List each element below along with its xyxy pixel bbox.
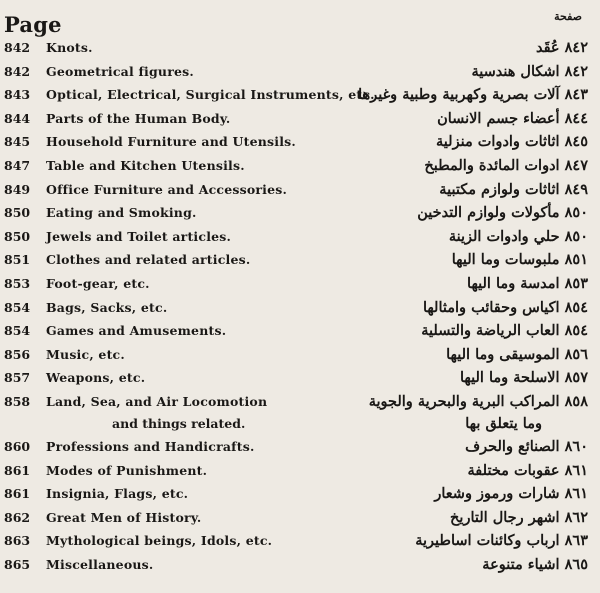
- index-entry: [0, 38, 600, 62]
- page-number: 857: [4, 370, 31, 386]
- entry-title-arabic: ٨٦١ عقوبات مختلفة: [467, 461, 588, 479]
- index-entry: [0, 461, 600, 485]
- entry-title-english: Knots.: [46, 40, 93, 55]
- entry-title-arabic: ٨٥٠ مأكولات ولوازم التدخين: [417, 204, 588, 222]
- page-number: 854: [4, 323, 31, 339]
- entry-title-arabic: ٨٤٢ اشكال هندسية: [471, 62, 588, 80]
- entry-title-arabic: ٨٦٢ اشهر رجال التاريخ: [450, 508, 588, 526]
- entry-title-arabic: ٨٥٨ المراكب البرية والبحرية والجوية: [368, 392, 588, 410]
- page-number: 847: [4, 157, 31, 173]
- entry-title-english-continued: and things related.: [112, 415, 246, 431]
- page-number: 842: [4, 63, 31, 79]
- entry-title-arabic: ٨٦٠ الصنائع والحرف: [465, 437, 588, 455]
- entry-title-english: Eating and Smoking.: [46, 205, 197, 221]
- index-entry: [0, 227, 600, 251]
- entry-title-arabic: ٨٦٥ اشياء متنوعة: [482, 555, 588, 573]
- index-entries: [0, 38, 600, 578]
- page-number: 850: [4, 205, 31, 221]
- entry-title-english: Weapons, etc.: [46, 370, 146, 386]
- index-entry: [0, 132, 600, 156]
- index-entry: [0, 368, 600, 392]
- page-number: 862: [4, 509, 31, 525]
- page-column-header: Page: [4, 12, 62, 37]
- index-entry: [0, 180, 600, 204]
- entry-title-english: Mythological beings, Idols, etc.: [46, 533, 273, 549]
- entry-title-english: Parts of the Human Body.: [46, 110, 231, 126]
- entry-title-english: Miscellaneous.: [46, 556, 154, 572]
- page-number: 865: [4, 556, 31, 572]
- page-number: 861: [4, 462, 31, 478]
- entry-title-arabic: ٨٦٣ ارباب وكائنات اساطيرية: [415, 532, 588, 550]
- entry-title-english: Household Furniture and Utensils.: [46, 134, 296, 150]
- entry-title-english: Geometrical figures.: [46, 63, 194, 79]
- entry-title-arabic: ٨٥٣ امدسة وما اليها: [467, 274, 588, 292]
- entry-title-arabic: ٨٥٤ العاب الرياضة والتسلية: [421, 322, 588, 340]
- index-entry: [0, 203, 600, 227]
- index-entry: [0, 85, 600, 109]
- entry-title-english: Optical, Electrical, Surgical Instruments, etc.: [46, 87, 375, 103]
- entry-title-english: Modes of Punishment.: [46, 462, 208, 478]
- index-entry: [0, 555, 600, 579]
- entry-title-english: Clothes and related articles.: [46, 252, 251, 268]
- entry-title-arabic: ٨٥٤ اكياس وحقائب وامثالها: [422, 298, 588, 316]
- page-number: 863: [4, 533, 31, 549]
- entry-title-english: Bags, Sacks, etc.: [46, 299, 168, 315]
- entry-title-arabic: ٨٤٥ اثاثات وادوات منزلية: [436, 133, 588, 151]
- entry-title-english: Jewels and Toilet articles.: [46, 228, 232, 244]
- index-entry: [0, 345, 600, 369]
- entry-title-english: Professions and Handicrafts.: [46, 438, 255, 454]
- entry-title-english: Great Men of History.: [46, 509, 202, 525]
- entry-title-arabic: ٨٥٠ حلي وادوات الزينة: [448, 227, 588, 245]
- page-number: 849: [4, 181, 31, 197]
- entry-title-english: Games and Amusements.: [46, 323, 227, 339]
- index-entry: [0, 156, 600, 180]
- entry-title-arabic: ٨٤٤ أعضاء جسم الانسان: [437, 109, 588, 127]
- index-entry: [0, 298, 600, 322]
- entry-title-arabic: ٨٥٦ الموسيقى وما اليها: [446, 345, 588, 363]
- entry-title-arabic: ٨٥٧ الاسلحة وما اليها: [459, 369, 588, 387]
- index-entry: [0, 531, 600, 555]
- page-number: 850: [4, 228, 31, 244]
- entry-title-english: Foot-gear, etc.: [46, 275, 150, 291]
- index-entry: [0, 62, 600, 86]
- entry-title-english: Office Furniture and Accessories.: [46, 181, 288, 197]
- page-number: 853: [4, 275, 31, 291]
- entry-title-arabic: ٨٤٢ عُقَد: [535, 39, 588, 56]
- entry-title-arabic-continued: وما يتعلق بها: [465, 414, 542, 432]
- index-entry: [0, 437, 600, 461]
- page-number: 854: [4, 299, 31, 315]
- index-entry: [0, 392, 600, 437]
- page-number: 851: [4, 252, 31, 268]
- index-entry: [0, 109, 600, 133]
- index-entry: [0, 321, 600, 345]
- entry-title-english: Land, Sea, and Air Locomotion: [46, 393, 268, 409]
- entry-title-arabic: ٨٤٩ اثاثات ولوازم مكتبية: [439, 180, 588, 198]
- index-entry: [0, 508, 600, 532]
- index-entry: [0, 250, 600, 274]
- entry-title-english: Music, etc.: [46, 346, 125, 362]
- entry-title-english: Table and Kitchen Utensils.: [46, 157, 245, 173]
- index-entry: [0, 484, 600, 508]
- entry-title-arabic: ٨٥١ ملبوسات وما اليها: [451, 251, 588, 269]
- entry-title-english: Insignia, Flags, etc.: [46, 486, 189, 502]
- page-number: 842: [4, 40, 31, 55]
- page-number: 860: [4, 438, 31, 454]
- entry-title-arabic: ٨٦١ شارات ورموز وشعار: [434, 485, 588, 503]
- page-number: 843: [4, 87, 31, 103]
- page-number: 858: [4, 393, 31, 409]
- entry-title-arabic: ٨٤٣ آلات بصرية وكهربية وطبية وغيرها: [358, 86, 588, 104]
- page-number: 861: [4, 486, 31, 502]
- index-entry: [0, 274, 600, 298]
- page-number: 856: [4, 346, 31, 362]
- page-number: 845: [4, 134, 31, 150]
- arabic-page-column-header: صفحة: [554, 10, 582, 23]
- entry-title-arabic: ٨٤٧ ادوات المائدة والمطبخ: [424, 156, 588, 174]
- page-number: 844: [4, 110, 31, 126]
